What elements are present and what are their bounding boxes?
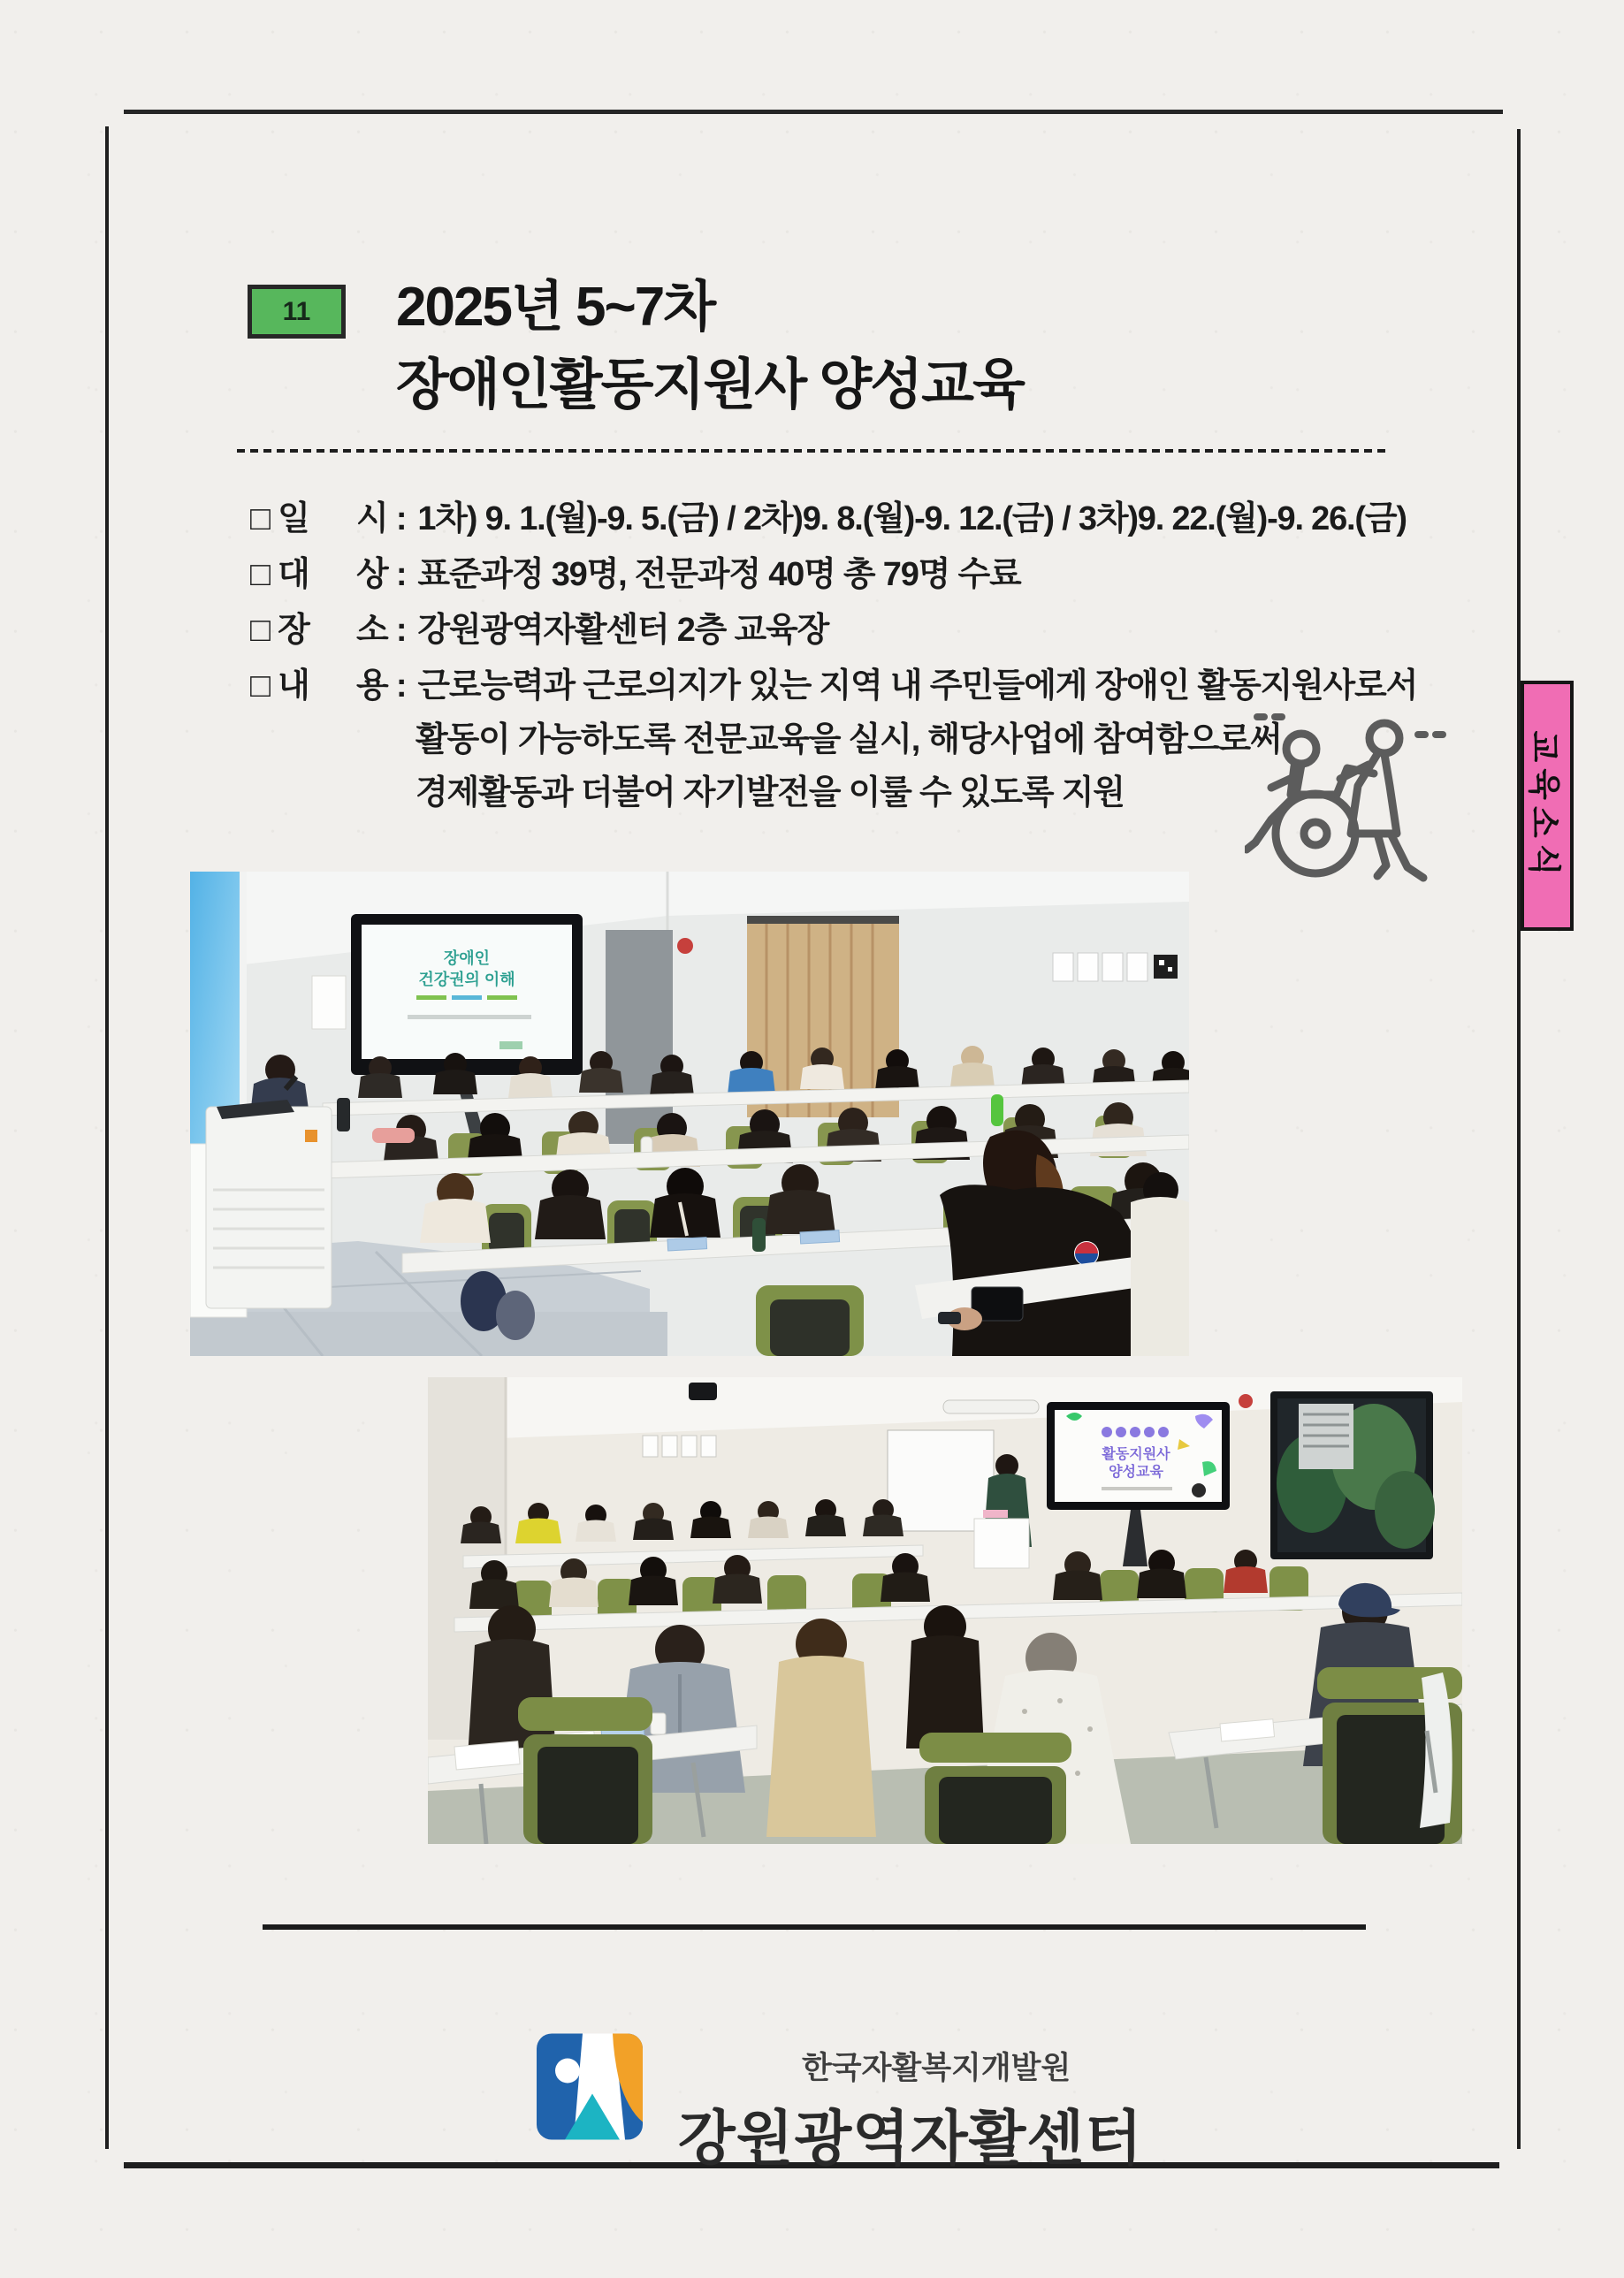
- top-rule: [124, 110, 1503, 114]
- foreground-chair-left: [518, 1697, 652, 1844]
- info-row-datetime: [250, 491, 1488, 546]
- photo2-screen-title-2: 양성교육: [1109, 1465, 1163, 1480]
- info-key: 시 :: [356, 500, 407, 537]
- article-number-badge: [248, 285, 346, 339]
- article-number: 11: [282, 296, 311, 326]
- title-line-2: 장애인활동지원사 양성교육: [396, 354, 1024, 415]
- title-dashed-divider: [237, 449, 1386, 453]
- wall-posters: [1053, 953, 1178, 981]
- photo1-screen-title-2: 건강권의 이해: [418, 971, 515, 988]
- info-label: □ 장: [250, 612, 309, 649]
- info-value-line2: 활동이 가능하도록 전문교육을 실시, 해당사업에 참여함으로써: [416, 721, 1282, 758]
- foreground-chair-mid: [919, 1733, 1071, 1844]
- info-key: 상 :: [356, 556, 407, 593]
- classroom-photo-1: [190, 872, 1189, 1356]
- org-logo: [537, 2033, 643, 2140]
- info-label: □ 대: [250, 556, 309, 593]
- side-tab-label: 교육소식: [1526, 730, 1562, 881]
- org-name: 강원광역자활센터: [678, 2106, 1143, 2172]
- frame-left-border: [105, 126, 109, 2149]
- wheelchair-caregiver-icon: [1245, 703, 1450, 899]
- info-value: 1차) 9. 1.(월)-9. 5.(금) / 2차)9. 8.(월)-9. 12.(금) / 3차)9. 22.(월)-9. 26.(금): [417, 500, 1407, 537]
- info-key: 소 :: [356, 612, 407, 649]
- info-value: 근로능력과 근로의지가 있는 지역 내 주민들에게 장애인 활동지원사로서: [417, 667, 1418, 705]
- photo1-screen-title-1: 장애인: [443, 949, 491, 967]
- photo2-screen-title-1: 활동지원사: [1102, 1447, 1170, 1462]
- page-title: [396, 269, 1024, 424]
- info-value: 표준과정 39명, 전문과정 40명 총 79명 수료: [417, 556, 1021, 593]
- side-tab-education-news: [1521, 681, 1574, 931]
- classroom-photo-2-art: [428, 1377, 1462, 1844]
- classroom-photo-2: [428, 1377, 1462, 1844]
- info-key: 용 :: [356, 667, 407, 705]
- org-parent-name: 한국자활복지개발원: [802, 2051, 1071, 2085]
- info-value: 강원광역자활센터 2층 교육장: [417, 612, 829, 649]
- footer-brand: [537, 2033, 1143, 2176]
- classroom-photo-1-art: [190, 872, 1189, 1356]
- info-value-line3: 경제활동과 더불어 자기발전을 이룰 수 있도록 지원: [416, 774, 1125, 811]
- info-label: □ 내: [250, 667, 309, 705]
- foreground-chair-right: [1317, 1667, 1462, 1844]
- title-line-1: 2025년 5~7차: [396, 277, 715, 338]
- info-row-place: [250, 603, 1488, 658]
- frame-right-border: [1517, 129, 1521, 2149]
- info-row-target: [250, 547, 1488, 602]
- info-label: □ 일: [250, 500, 309, 537]
- footer-separator-rule: [263, 1924, 1366, 1930]
